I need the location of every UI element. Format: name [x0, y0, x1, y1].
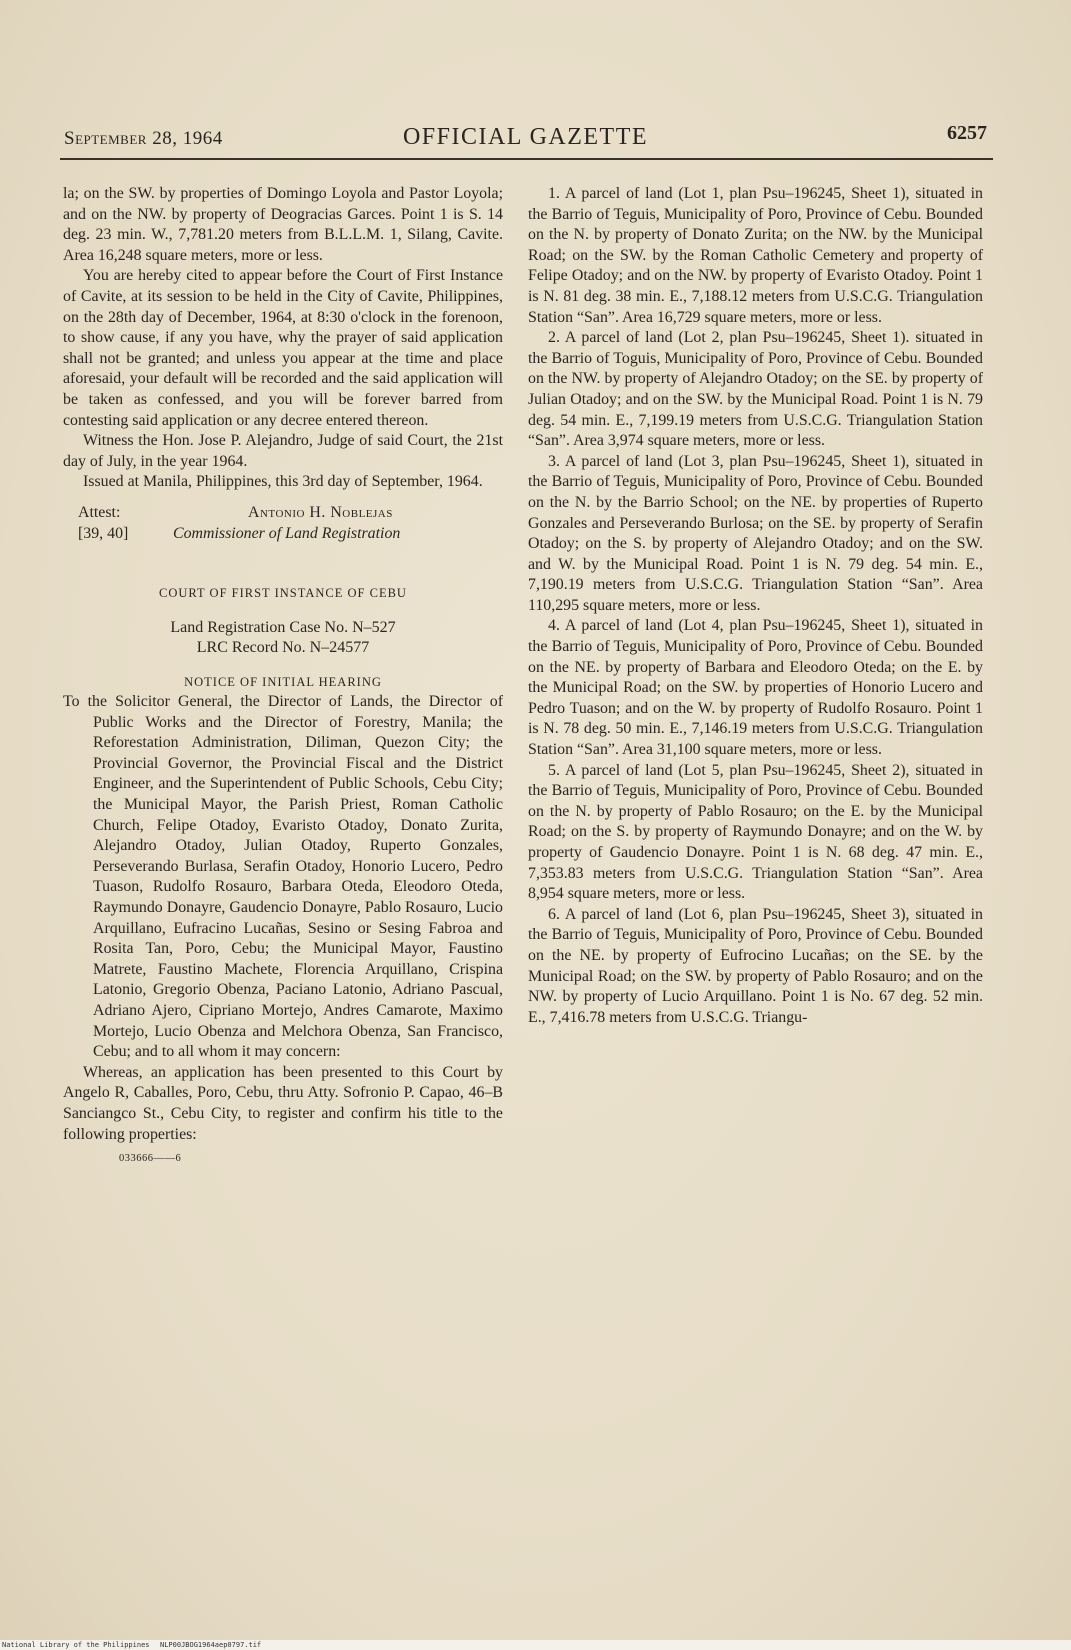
- attest-name: Antonio H. Noblejas: [248, 503, 393, 521]
- header-date: September 28, 1964: [64, 128, 223, 149]
- witness-paragraph: Witness the Hon. Jose P. Alejandro, Judge of said Court, the 21st day of July, in the year 1964.: [63, 432, 503, 470]
- header-page-number: 6257: [947, 122, 987, 144]
- scan-filename: NLP00JBOG1964aep0797.tif: [160, 1641, 262, 1649]
- attest-block: [63, 503, 503, 547]
- case-heading: [63, 618, 503, 658]
- scan-footer: [0, 1640, 1071, 1650]
- parcel-paragraph: 1. A parcel of land (Lot 1, plan Psu–196245, Sheet 1), situated in the Barrio of Teguis, Municipality of Poro, Province of Cebu. Bounded on the N. by property of Donato Zurita; on the NW. by the Municipal Road; on the SW. by the Roman Catholic Cemetery and property of Felipe Otadoy; and on the NW. by property of Evaristo Otadoy. Point 1 is N. 81 deg. 38 min. E., 7,188.12 meters from U.S.C.G. Triangulation Station “San”. Area 16,729 square meters, more or less.: [528, 185, 983, 326]
- court-heading: COURT OF FIRST INSTANCE OF CEBU: [159, 585, 407, 600]
- continuation-paragraph: la; on the SW. by properties of Domingo Loyola and Pastor Loyola; and on the NW. by property of Deogracias Garces. Point 1 is S. 14 deg. 23 min. W., 7,781.20 meters from B.L.L.M. 1, Silang, Cavite. Area 16,248 square meters, more or less.: [63, 185, 503, 264]
- print-code: 033666——6: [119, 1153, 182, 1165]
- scan-library: National Library of the Philippines: [2, 1641, 150, 1649]
- header-rule: [60, 158, 993, 160]
- attest-reference: [39, 40]: [78, 524, 129, 542]
- left-column: [63, 184, 503, 1170]
- attest-label: Attest:: [78, 503, 121, 521]
- parcel-paragraph: 4. A parcel of land (Lot 4, plan Psu–196245, Sheet 1), situated in the Barrio of Teguis, Municipality of Poro, Province of Cebu. Bounded on the NE. by property of Barbara and Eleodoro Oteda; on the E. by the Municipal Road; on the SW. by properties of Honorio Lucero and Pedro Tuason; and on the W. by property of Rudolfo Rosauro. Point 1 is N. 78 deg. 50 min. E., 7,146.19 meters from U.S.C.G. Triangulation Station “San”. Area 31,100 square meters, more or less.: [528, 617, 983, 759]
- addressees-paragraph: To the Solicitor General, the Director of Lands, the Director of Public Works and the Director of Forestry, Manila; the Reforestation Administration, Diliman, Quezon City; the Provincial Governor, the Provincial Fiscal and the District Engineer, and the Superintendent of Public Schools, Cebu City; the Municipal Mayor, the Parish Priest, Roman Catholic Church, Felipe Otadoy, Evaristo Otadoy, Donato Zurita, Alejandro Otadoy, Julian Otadoy, Ruperto Gonzales, Perseverando Burlasa, Serafin Otadoy, Honorio Lucero, Pedro Tuason, Rudolfo Rosauro, Barbara Oteda, Eleodoro Oteda, Raymundo Donayre, Gaudencio Donayre, Pablo Rosauro, Lucio Arquillano, Eufracino Lucañas, Sesino or Sesing Fabroa and Rosita Tan, Poro, Cebu; the Municipal Mayor, Faustino Matrete, Faustino Machete, Florencia Arquillano, Crispina Latonio, Gregorio Obenza, Paciano Latonio, Adriano Pascual, Adriano Ajero, Cipriano Mortejo, Andres Camarote, Maximo Mortejo, Lucio Obenza and Melchora Obenza, San Francisco, Cebu; and to all whom it may concern:: [63, 693, 503, 1061]
- header-title: OFFICIAL GAZETTE: [402, 124, 649, 150]
- parcel-paragraph: 5. A parcel of land (Lot 5, plan Psu–196245, Sheet 2), situated in the Barrio of Teguis, Municipality of Poro, Province of Cebu. Bounded on the N. by property of Pablo Rosauro; on the E. by the Municipal Road; on the S. by property of Raymundo Donayre; and on the W. by property of Gaudencio Donayre. Point 1 is N. 68 deg. 47 min. E., 7,353.83 meters from U.S.C.G. Triangulation Station “San”. Area 8,954 square meters, more or less.: [528, 761, 983, 903]
- right-column: [528, 184, 983, 1028]
- notice-title: NOTICE OF INITIAL HEARING: [184, 674, 382, 689]
- attest-role: Commissioner of Land Registration: [173, 524, 401, 542]
- page-header: [64, 120, 987, 158]
- whereas-paragraph: Whereas, an application has been presented to this Court by Angelo R, Caballes, Poro, Cebu, thru Atty. Sofronio P. Capao, 46–B Sanciangco St., Cebu City, to register and confirm his title to the following properties:: [63, 1063, 503, 1143]
- parcel-paragraph: 3. A parcel of land (Lot 3, plan Psu–196245, Sheet 1), situated in the Barrio of Teguis, Municipality of Poro, Province of Cebu. Bounded on the N. by the Barrio School; on the NE. by properties of Ruperto Gonzales and Perseverando Burlosa; on the SE. by property of Serafin Otadoy; on the S. by property of Alejandro Otadoy; and on the SW. and W. by the Municipal Road. Point 1 is N. 79 deg. 54 min. E., 7,190.19 meters from U.S.C.G. Triangulation Station “San”. Area 110,295 square meters, more or less.: [528, 452, 983, 614]
- lrc-record: LRC Record No. N–24577: [196, 638, 370, 656]
- issued-paragraph: Issued at Manila, Philippines, this 3rd day of September, 1964.: [83, 473, 483, 491]
- case-number: Land Registration Case No. N–527: [170, 618, 396, 636]
- parcel-paragraph: 2. A parcel of land (Lot 2, plan Psu–196245, Sheet 1). situated in the Barrio of Toguis, Municipality of Poro, Province of Cebu. Bounded on the NW. by property of Alejandro Otadoy; on the SE. by property of Julian Otadoy; and on the SW. by the Municipal Road. Point 1 is N. 79 deg. 54 min. E., 7,199.19 meters from U.S.C.G. Triangulation Station “San”. Area 3,974 square meters, more or less.: [528, 329, 983, 450]
- cited-paragraph: You are hereby cited to appear before the Court of First Instance of Cavite, at its session to be held in the City of Cavite, Philippines, on the 28th day of December, 1964, at 8:30 o'clock in the forenoon, to show cause, if any you have, why the prayer of said application shall not be granted; and unless you appear at the time and place aforesaid, your default will be recorded and the said application will be taken as confessed, and you will be forever barred from contesting said application or any decree entered thereon.: [63, 267, 503, 429]
- parcel-paragraph: 6. A parcel of land (Lot 6, plan Psu–196245, Sheet 3), situated in the Barrio of Teguis, Municipality of Poro, Province of Cebu. Bounded on the NE. by property of Eufrocino Lucañas; on the SE. by the Municipal Road; on the SW. by property of Pablo Rosauro; and on the NW. by property of Lucio Arquillano. Point 1 is No. 67 deg. 52 min. E., 7,416.78 meters from U.S.C.G. Triangu-: [528, 905, 983, 1026]
